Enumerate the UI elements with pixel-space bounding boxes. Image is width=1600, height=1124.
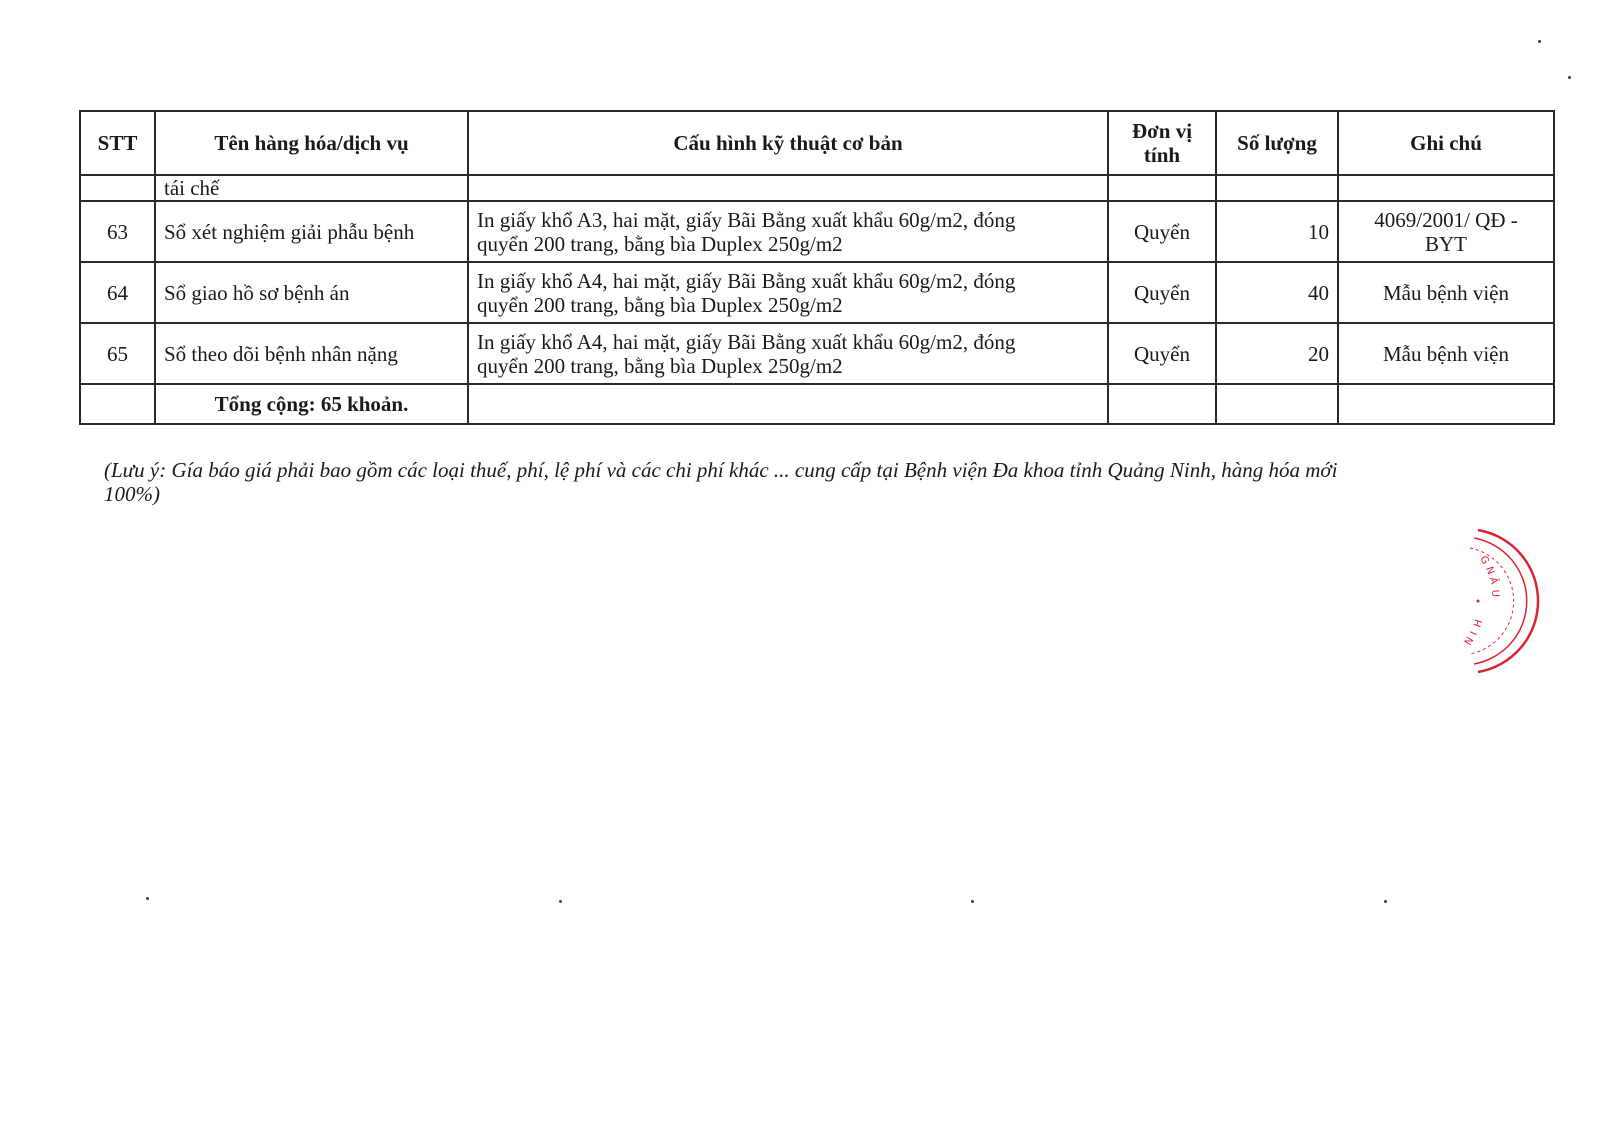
cell-spec: [468, 384, 1108, 424]
cell-unit: Quyển: [1108, 323, 1216, 384]
cell-name: Sổ giao hồ sơ bệnh án: [155, 262, 468, 323]
header-unit: [1108, 111, 1216, 175]
pricing-note-line1: (Lưu ý: Gía báo giá phải bao gồm các loại thuế, phí, lệ phí và các chi phí khác ... cung cấp tại Bệnh viện Đa khoa tỉnh Quảng Ninh, hàng hóa mới: [104, 458, 1338, 482]
scan-speck: [1384, 900, 1387, 903]
cell-stt: 65: [80, 323, 155, 384]
cell-qty: 40: [1216, 262, 1338, 323]
header-stt: STT: [80, 111, 155, 175]
cell-spec-line2: quyển 200 trang, bằng bìa Duplex 250g/m2: [477, 292, 843, 317]
cell-unit: Quyển: [1108, 262, 1216, 323]
cell-note: [1338, 384, 1554, 424]
table-header-row: [80, 111, 1554, 175]
cell-stt: 63: [80, 201, 155, 262]
header-name: Tên hàng hóa/dịch vụ: [155, 111, 468, 175]
table-total-row: [80, 384, 1554, 424]
header-unit-line1: Đơn vị: [1131, 119, 1193, 143]
pricing-note: [104, 458, 1504, 506]
cell-spec-line1: In giấy khổ A3, hai mặt, giấy Bãi Bằng xuất khẩu 60g/m2, đóng: [477, 207, 1016, 232]
cell-qty: 10: [1216, 201, 1338, 262]
cell-spec: [468, 175, 1108, 201]
cell-qty: [1216, 384, 1338, 424]
cell-unit: Quyển: [1108, 201, 1216, 262]
header-qty: Số lượng: [1216, 111, 1338, 175]
cell-note: Mẫu bệnh viện: [1338, 262, 1554, 323]
scan-speck: [146, 897, 149, 900]
total-label: Tổng cộng: 65 khoản.: [155, 384, 468, 424]
cell-spec: [468, 201, 1108, 262]
cell-spec: [468, 323, 1108, 384]
scan-speck: [1568, 76, 1571, 79]
cell-name: tái chế: [155, 175, 468, 201]
cell-note: Mẫu bệnh viện: [1338, 323, 1554, 384]
svg-text:N: N: [1483, 565, 1497, 577]
scan-speck: [1538, 40, 1541, 43]
cell-unit: [1108, 175, 1216, 201]
cell-qty: [1216, 175, 1338, 201]
cell-unit: [1108, 384, 1216, 424]
svg-text:N: N: [1463, 635, 1477, 648]
cell-spec-line1: In giấy khổ A4, hai mặt, giấy Bãi Bằng xuất khẩu 60g/m2, đóng: [477, 329, 1016, 354]
cell-name: Sổ theo dõi bệnh nhân nặng: [155, 323, 468, 384]
header-unit-line2: tính: [1143, 143, 1181, 167]
svg-text:G: G: [1477, 554, 1491, 567]
table-row: [80, 323, 1554, 384]
table-row: [80, 262, 1554, 323]
cell-stt: [80, 384, 155, 424]
svg-text:Ă: Ă: [1487, 576, 1500, 586]
svg-text:I: I: [1468, 630, 1480, 638]
table-row: [80, 201, 1554, 262]
cell-spec: [468, 262, 1108, 323]
cell-spec-line2: quyển 200 trang, bằng bìa Duplex 250g/m2: [477, 231, 843, 256]
cell-note-line1: 4069/2001/ QĐ -: [1374, 207, 1518, 232]
cell-note: [1338, 201, 1554, 262]
table-row-continuation: [80, 175, 1554, 201]
pricing-note-line2: 100%): [104, 482, 160, 506]
header-spec: Cấu hình kỹ thuật cơ bản: [468, 111, 1108, 175]
svg-text:U: U: [1489, 589, 1501, 598]
official-seal-stamp: [1463, 528, 1558, 678]
scan-speck: [559, 900, 562, 903]
cell-name: Sổ xét nghiệm giải phẫu bệnh: [155, 201, 468, 262]
svg-text:H: H: [1472, 618, 1486, 629]
cell-stt: 64: [80, 262, 155, 323]
scan-speck: [971, 900, 974, 903]
seal-icon: [1463, 528, 1558, 678]
cell-stt: [80, 175, 155, 201]
cell-spec-line2: quyển 200 trang, bằng bìa Duplex 250g/m2: [477, 353, 843, 378]
cell-qty: 20: [1216, 323, 1338, 384]
cell-note-line2: BYT: [1425, 231, 1467, 256]
header-note: Ghi chú: [1338, 111, 1554, 175]
cell-note: [1338, 175, 1554, 201]
cell-spec-line1: In giấy khổ A4, hai mặt, giấy Bãi Bằng xuất khẩu 60g/m2, đóng: [477, 268, 1016, 293]
goods-table: [79, 110, 1555, 425]
